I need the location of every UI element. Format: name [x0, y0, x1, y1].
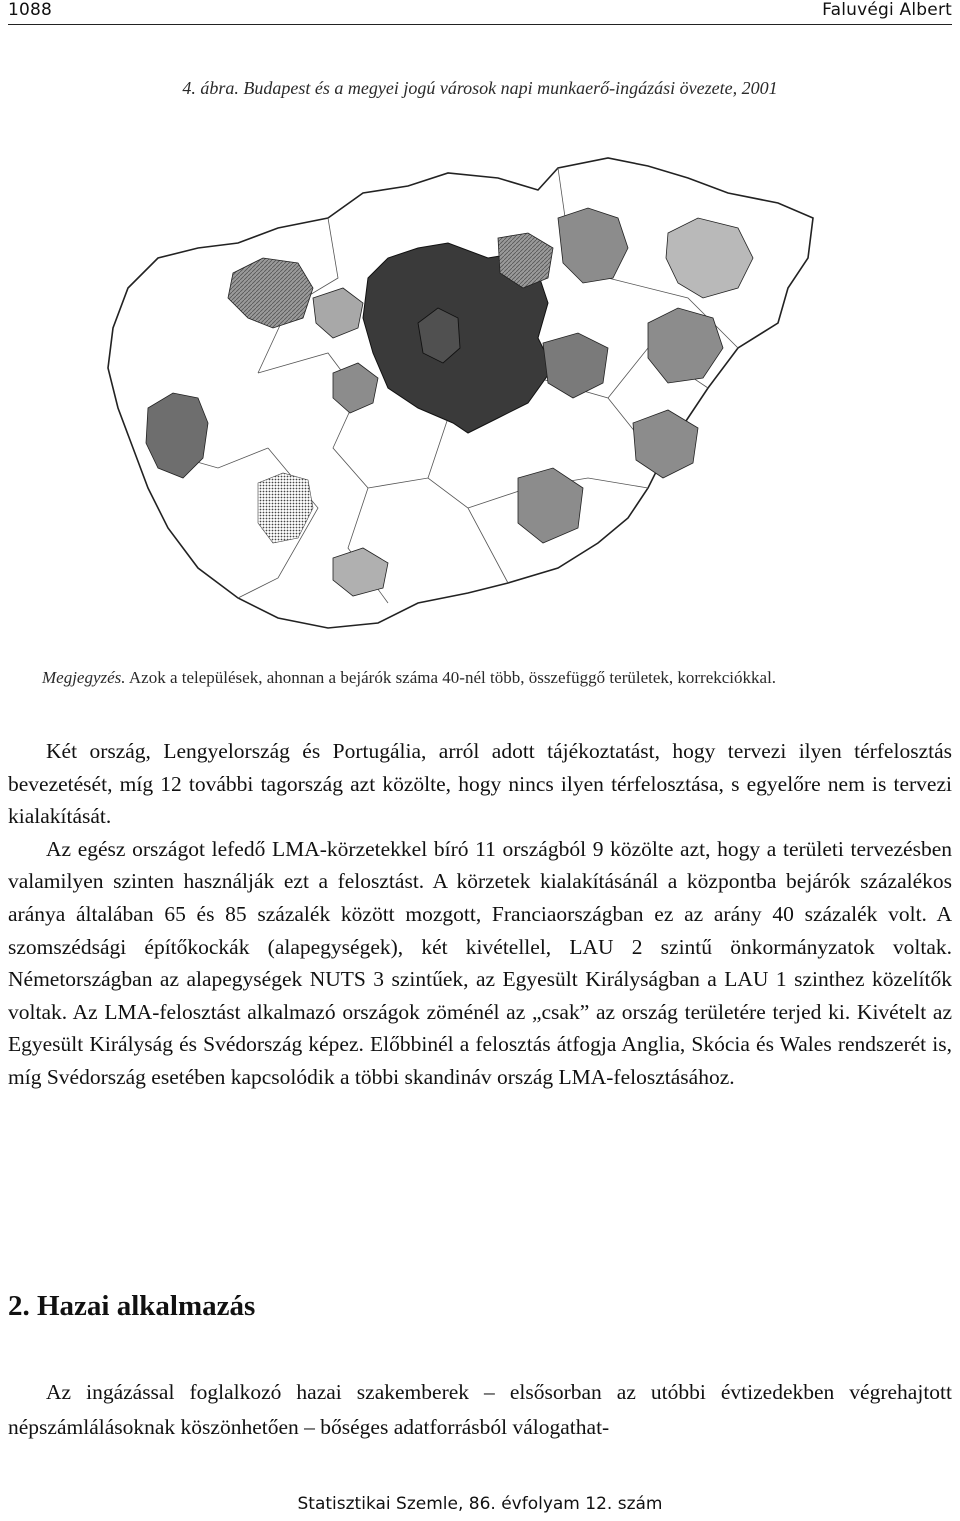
paragraph-1: Két ország, Lengyelország és Portugália, arról adott tájékoztatást, hogy tervezi ilyen térfelosztás bevezetését, míg 12 további tagország azt közölte, hogy nincs ilyen térfelosztása, s egyelőre nem is tervezi kialakítását. — [8, 739, 952, 829]
section-heading: 2. Hazai alkalmazás — [8, 1290, 256, 1322]
figure-label: 4. ábra. — [182, 78, 239, 98]
body-text — [8, 735, 952, 1094]
note-label: Megjegyzés. — [42, 668, 126, 687]
figure-caption — [0, 78, 960, 99]
note-text: Azok a települések, ahonnan a bejárók száma 40-nél több, összefüggő területek, korrekciókkal. — [128, 668, 777, 687]
section-body — [8, 1375, 952, 1445]
figure-note — [42, 668, 776, 688]
section-paragraph: Az ingázással foglalkozó hazai szakemberek – elsősorban az utóbbi évtizedekben végrehajtott népszámlálásoknak köszönhetően – bőséges adatforrásból válogathat- — [8, 1380, 952, 1439]
running-author: Faluvégi Albert — [822, 0, 952, 20]
figure-title: Budapest és a megyei jogú városok napi munkaerő-ingázási övezete, 2001 — [243, 78, 778, 98]
journal-footer: Statisztikai Szemle, 86. évfolyam 12. szám — [297, 1494, 663, 1514]
header-rule — [8, 24, 952, 25]
page-header — [8, 0, 952, 22]
paragraph-2: Az egész országot lefedő LMA-körzetekkel bíró 11 országból 9 közölte azt, hogy a területi tervezésben valamilyen szinten használják ezt a felosztást. A körzetek kialakításánál a központba bejárók százalékos aránya általában 65 és 85 százalék között mozgott, Franciaországban ez az arány 40 százalék volt. A szomszédsági építőkockák (alapegységek), két kivétellel, LAU 2 szintű önkormányzatok voltak. Németországban az alapegységek NUTS 3 szintűek, az Egyesült Királyságban a LAU 1 szinthez közelítők voltak. Az LMA-felosztást alkalmazó országok zöménél az „csak” az ország területére terjed ki. Kivételt az Egyesült Királyság és Svédország képez. Előbbinél a felosztás átfogja Anglia, Skócia és Wales rendszerét is, míg Svédország esetében kapcsolódik a többi skandináv ország LMA-felosztásához. — [8, 836, 952, 1089]
page-number: 1088 — [8, 0, 53, 20]
commuting-zone-map — [88, 148, 868, 648]
